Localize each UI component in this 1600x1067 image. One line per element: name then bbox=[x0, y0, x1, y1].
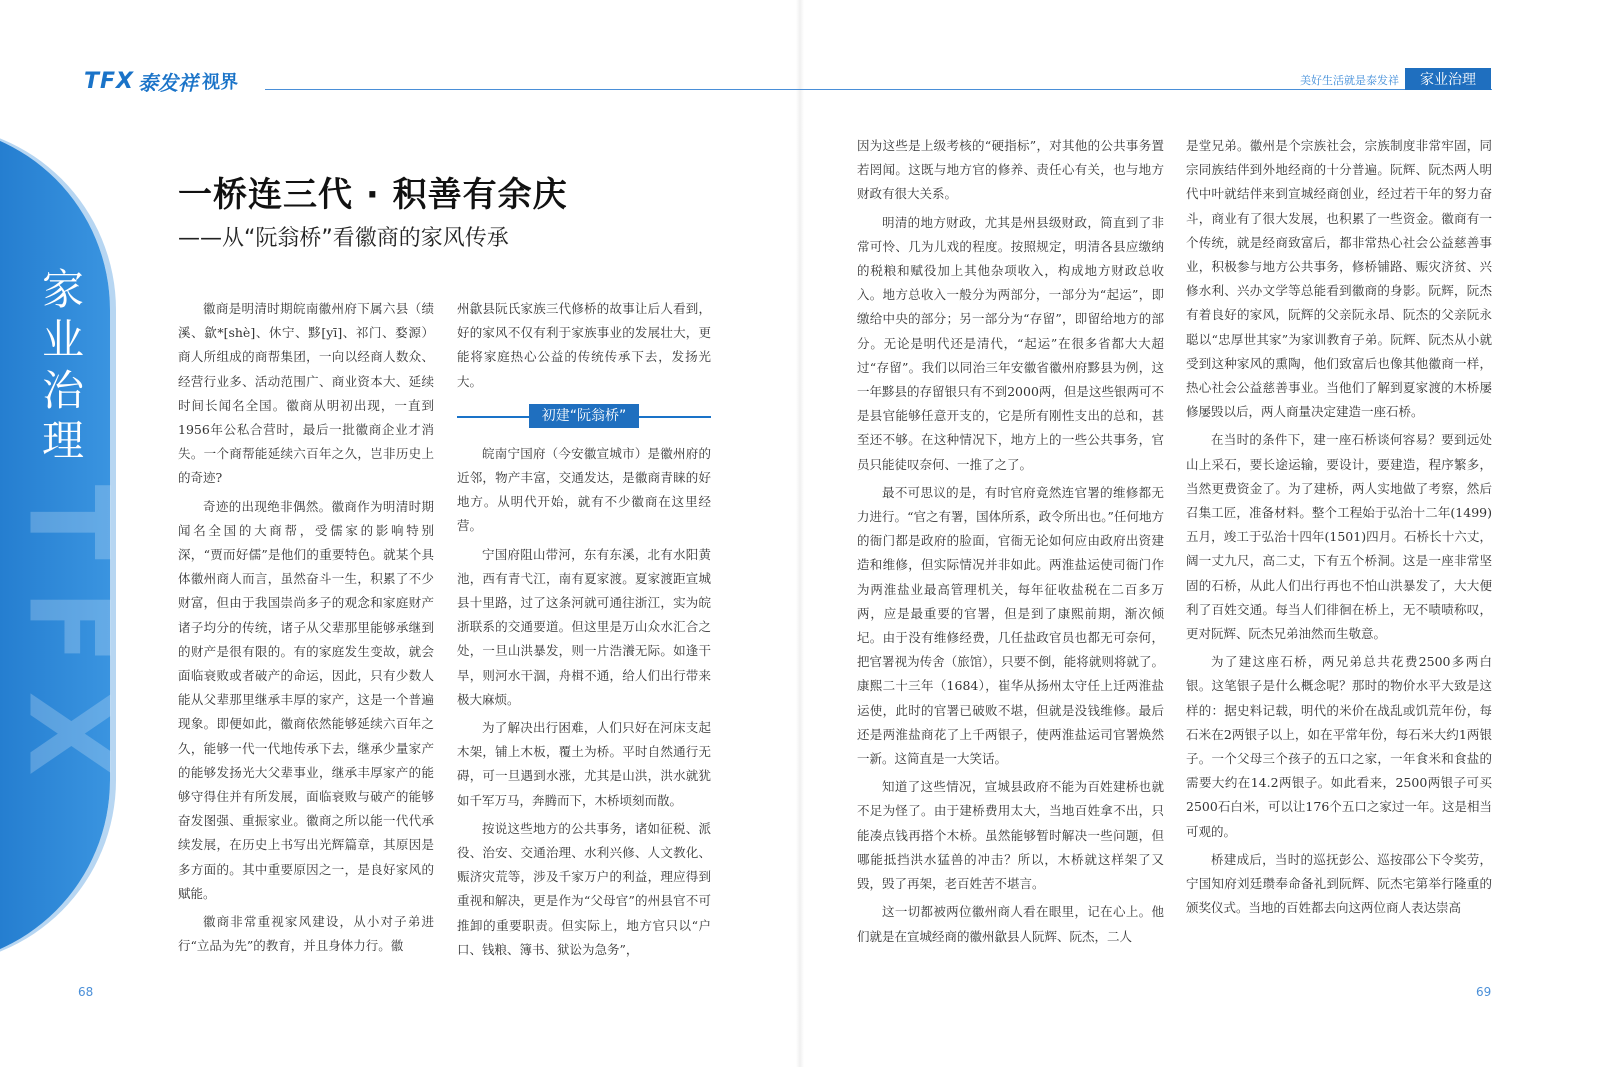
article-title: 一桥连三代 · 积善有余庆 bbox=[178, 175, 568, 215]
paragraph: 在当时的条件下，建一座石桥谈何容易？要到远处山上采石，要长途运输，要设计，要建造，程序繁多，当然更费资金了。为了建桥，两人实地做了考察，然后召集工匠，准备材料。整个工程始于弘治十二年(1499)五月，竣工于弘治十四年(1501)四月。石桥长十六丈，阔一丈九尺，高二丈，下有五个桥洞。这是一座非常坚固的石桥，从此人们出行再也不怕山洪暴发了，大大便利了百姓交通。每当人们徘徊在桥上，无不啧啧称叹，更对阮辉、阮杰兄弟油然而生敬意。 bbox=[1186, 432, 1492, 642]
paragraph: 最不可思议的是，有时官府竟然连官署的维修都无力进行。“官之有署，国体所系，政令所出也。”任何地方的衙门都是政府的脸面，官衙无论如何应由政府出资建造和维修，但实际情况并非如此。两淮盐运使司衙门作为两淮盐业最高管理机关，每年征收盐税在二百多万两，应是最重要的官署，但是到了康熙前期，渐次倾圮。由于没有维修经费，几任盐政官员也都无可奈何，把官署视为传舍（旅馆），只要不倒，能将就则将就了。康熙二十三年（1684），崔华从扬州太守任上迁两淮盐运使，此时的官署已破败不堪，但就是没钱维修。最后还是两淮盐商花了上千两银子，使两淮盐运司官署焕然一新。这简直是一大笑话。 bbox=[857, 484, 1164, 767]
paragraph: 奇迹的出现绝非偶然。徽商作为明清时期闻名全国的大商帮，受儒家的影响特别深，“贾而好儒”是他们的重要特色。就某个具体徽州商人而言，虽然奋斗一生，积累了不少财富，但由于我国崇尚多子的观念和家庭财产诸子均分的传统，诸子从父辈那里能够承继到的财产是很有限的。有的家庭发生变故，就会面临衰败或者破产的命运，因此，只有少数人能从父辈那里继承丰厚的家产，这是一个普遍现象。即便如此，徽商依然能够延续六百年之久，能够一代一代地传承下去，继承少量家产的能够发扬光大父辈事业，继承丰厚家产的能够守得住并有所发展，面临衰败与破产的能够奋发图强、重振家业。徽商之所以能一代代承续发展，在历史上书写出光辉篇章，其原因是多方面的。其中重要原因之一，是良好家风的赋能。 bbox=[178, 498, 434, 901]
watermark-letter: X bbox=[4, 691, 133, 777]
brand-column-name: 视界 bbox=[202, 72, 238, 93]
paragraph-continued: 是堂兄弟。徽州是个宗族社会，宗族制度非常牢固，同宗同族结伴到外地经商的十分普遍。阮辉、阮杰两人明代中叶就结伴来到宣城经商创业，经过若干年的努力奋斗，商业有了很大发展，也积累了一些资金。徽商有一个传统，就是经商致富后，都非常热心社会公益慈善事业，积极参与地方公共事务，修桥铺路、赈灾济贫、兴修水利、兴办文学等总能看到徽商的身影。阮辉，阮杰有着良好的家风，阮辉的父亲阮永昂、阮杰的父亲阮永聪以“忠厚世其家”为家训教育子弟。阮辉、阮杰从小就受到这种家风的熏陶，他们致富后也像其他徽商一样，热心社会公益慈善事业。当他们了解到夏家渡的木桥屡修屡毁以后，两人商量决定建造一座石桥。 bbox=[1186, 138, 1492, 420]
watermark-letter: T bbox=[4, 484, 133, 560]
header-slogan: 美好生活就是泰发祥 bbox=[1300, 74, 1399, 87]
vertical-title-char: 治 bbox=[41, 365, 84, 415]
paragraph: 徽商非常重视家风建设，从小对子弟进行“立品为先”的教育，并且身体力行。徽 bbox=[178, 914, 434, 954]
vertical-title-char: 业 bbox=[41, 315, 84, 365]
vertical-title-char: 家 bbox=[41, 265, 84, 314]
page-number-right: 69 bbox=[1476, 985, 1492, 999]
text-column-2 bbox=[457, 297, 711, 966]
paragraph: 这一切都被两位徽州商人看在眼里，记在心上。他们就是在宣城经商的徽州歙县人阮辉、阮杰，二人 bbox=[857, 904, 1164, 944]
paragraph-continued: 州歙县阮氏家族三代修桥的故事让后人看到，好的家风不仅有利于家族事业的发展壮大，更能将家庭热心公益的传统传承下去，发扬光大。 bbox=[457, 301, 711, 389]
article-subtitle: ——从“阮翁桥”看徽商的家风传承 bbox=[178, 226, 509, 251]
vertical-title-char: 理 bbox=[41, 416, 84, 466]
paragraph: 明清的地方财政，尤其是州县级财政，简直到了非常可怜、几为儿戏的程度。按照规定，明清各县应缴纳的税粮和赋役加上其他杂项收入，构成地方财政总收入。地方总收入一般分为两部分，一部分为“起运”，即缴给中央的部分；另一部分为“存留”，即留给地方的部分。无论是明代还是清代，“起运”在很多省都大大超过“存留”。我们以同治三年安徽省徽州府黟县为例，这一年黟县的存留银只有不到2000两，但是这些银两可不是县官能够任意开支的，它是所有刚性支出的总和，甚至还不够。在这种情况下，地方上的一些公共事务，官员只能徒叹奈何、一推了之了。 bbox=[857, 214, 1164, 472]
brand-tfx: TFX bbox=[84, 68, 134, 94]
paragraph: 按说这些地方的公共事务，诸如征税、派役、治安、交通治理、水利兴修、人文教化、赈济灾荒等，涉及千家万户的利益，理应得到重视和解决，更是作为“父母官”的州县官不可推卸的重要职责。但实际上，地方官只以“户口、钱粮、簿书、狱讼为急务”， bbox=[457, 820, 711, 957]
text-column-1 bbox=[178, 297, 434, 962]
paragraph-continued: 因为这些是上级考核的“硬指标”，对其他的公共事务置若罔闻。这既与地方官的修养、责任心有关，也与地方财政有很大关系。 bbox=[857, 138, 1164, 202]
paragraph: 为了建这座石桥，两兄弟总共花费2500多两白银。这笔银子是什么概念呢？那时的物价水平大致是这样的：据史料记载，明代的米价在战乱或饥荒年份，每石米在2两银子以上，如在平常年份，每石米大约1两银子。一个父母三个孩子的五口之家，一年食米和食盐的需要大约在14.2两银子。如此看来，2500两银子可买2500石白米，可以让176个五口之家过一年。这是相当可观的。 bbox=[1186, 654, 1492, 839]
paragraph: 皖南宁国府（今安徽宣城市）是徽州府的近邻，物产丰富，交通发达，是徽商青睐的好地方。从明代开始，就有不少徽商在这里经营。 bbox=[457, 445, 711, 534]
section-heading-label: 初建“阮翁桥” bbox=[529, 404, 639, 428]
text-column-4 bbox=[1186, 134, 1492, 925]
header-rule bbox=[265, 89, 1492, 90]
paragraph: 知道了这些情况，宣城县政府不能为百姓建桥也就不足为怪了。由于建桥费用太大，当地百姓拿不出，只能凑点钱再搭个木桥。虽然能够暂时解决一些问题，但哪能抵挡洪水猛兽的冲击？所以，木桥就这样架了又毁，毁了再架，老百姓苦不堪言。 bbox=[857, 779, 1164, 892]
paragraph: 为了解决出行困难，人们只好在河床支起木架，铺上木板，覆土为桥。平时自然通行无碍，可一旦遇到水涨，尤其是山洪，洪水就犹如千军万马，奔腾而下，木桥顷刻而散。 bbox=[457, 720, 711, 808]
paragraph: 宁国府阻山带河，东有东溪，北有水阳黄池，西有青弋江，南有夏家渡。夏家渡距宣城县十里路，过了这条河就可通往浙江，实为皖浙联系的交通要道。但这里是万山众水汇合之处，一旦山洪暴发，则一片浩瀁无际。如逢干旱，则河水干涸，舟楫不通，给人们出行带来极大麻烦。 bbox=[457, 546, 711, 707]
page-gutter bbox=[796, 0, 804, 1067]
section-vertical-title bbox=[38, 265, 88, 467]
page-number-left: 68 bbox=[78, 985, 94, 999]
section-tag: 家业治理 bbox=[1405, 68, 1491, 90]
section-heading bbox=[457, 404, 711, 428]
tfx-watermark bbox=[4, 470, 133, 784]
brand-logo bbox=[84, 68, 238, 94]
text-column-3 bbox=[857, 134, 1164, 953]
paragraph: 徽商是明清时期皖南徽州府下属六县（绩溪、歙*[shè]、休宁、黟[yī]、祁门、婺源）商人所组成的商帮集团，一向以经商人数众、经营行业多、活动范围广、商业资本大、延续时间长闻名全国。徽商从明初出现，一直到1956年公私合营时，最后一批徽商企业才消失。一个商帮能延续六百年之久，岂非历史上的奇迹? bbox=[178, 301, 434, 486]
paragraph: 桥建成后，当时的巡抚彭公、巡按邵公下令奖劳，宁国知府刘廷瓒奉命备礼到阮辉、阮杰宅第举行隆重的颁奖仪式。当地的百姓都去向这两位商人表达崇高 bbox=[1186, 851, 1492, 916]
watermark-letter: F bbox=[4, 589, 133, 665]
brand-name: 泰发祥 bbox=[138, 70, 198, 95]
